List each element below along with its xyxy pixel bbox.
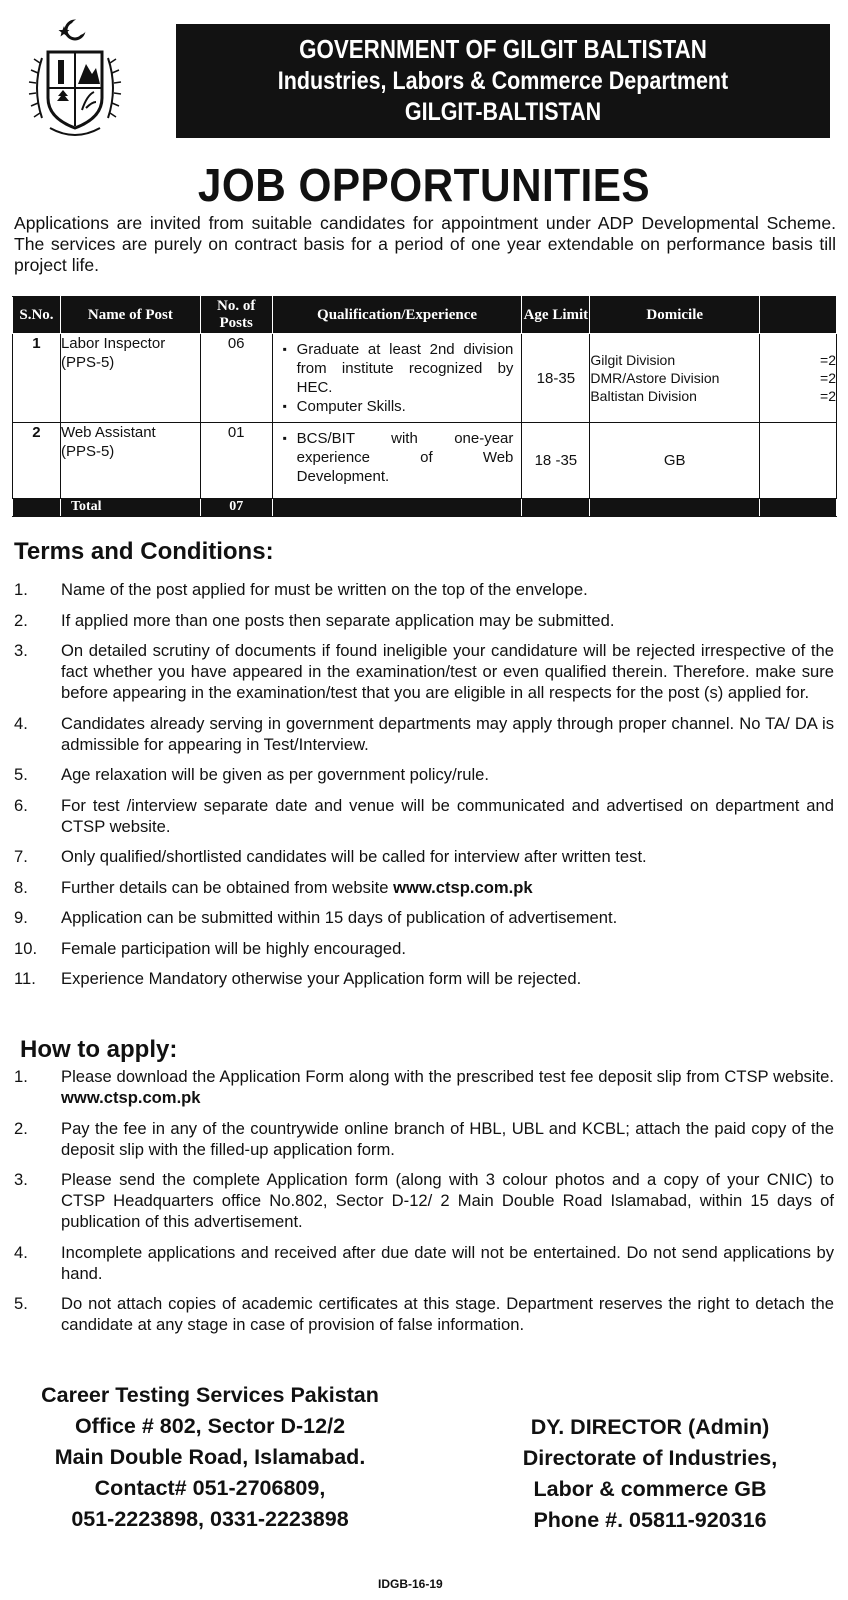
qualification-item: ▪ BCS/BIT with one-year experience of Web Development. [297, 429, 514, 486]
row-sno: 1 [13, 334, 61, 423]
header-age-limit: Age Limit [522, 297, 590, 334]
header-line-government: GOVERNMENT OF GILGIT BALTISTAN [299, 34, 707, 64]
qualification-item: ▪ Graduate at least 2nd division from institute recognized by HEC. [297, 340, 514, 397]
director-contact-block [470, 1412, 830, 1536]
item-number: 7. [14, 847, 28, 866]
footer-line: Labor & commerce GB [533, 1477, 767, 1501]
table-header-row [13, 297, 837, 334]
row-posts: 06 [200, 334, 272, 423]
government-emblem-logo [20, 18, 130, 143]
table-row [13, 334, 837, 423]
item-number: 5. [14, 1294, 28, 1313]
item-text: Name of the post applied for must be written on the top of the envelope. [61, 580, 588, 599]
intro-paragraph: Applications are invited from suitable candidates for appointment under ADP Developmental Scheme. The services are purely on contract basis for a period of one year extendable on performance basis till project life. [14, 213, 836, 275]
item-number: 2. [14, 610, 28, 630]
list-item [14, 1169, 834, 1232]
item-number: 11. [14, 969, 36, 988]
domicile-name: Baltistan Division [590, 388, 697, 404]
table-row [13, 423, 837, 499]
row-post: Web Assistant (PPS-5) [60, 423, 200, 499]
total-blank [272, 499, 522, 517]
header-post: Name of Post [60, 297, 200, 334]
item-number: 6. [14, 795, 28, 815]
row-posts: 01 [200, 423, 272, 499]
list-item [14, 846, 834, 867]
item-number: 9. [14, 908, 28, 927]
row-qualifications [272, 423, 522, 499]
list-item [14, 1242, 834, 1284]
row-post: Labor Inspector (PPS-5) [60, 334, 200, 423]
row-age: 18 -35 [522, 423, 590, 499]
row-domicile: GB [590, 423, 760, 499]
row-domicile-counts [760, 334, 837, 423]
reference-code: IDGB-16-19 [378, 1577, 443, 1591]
item-text: On detailed scrutiny of documents if found ineligible your candidature will be rejected irrespective of the fact whether you have appeared in the examination/test or even qualified therein. Therefore. make sure before appearing in the examination/test that you are eligible in all respects for the post (s) applied for. [61, 641, 834, 702]
list-item [14, 877, 834, 898]
item-number: 4. [14, 1242, 28, 1262]
item-text: Pay the fee in any of the countrywide online branch of HBL, UBL and KCBL; attach the paid copy of the deposit slip with the filled-up application form. [61, 1118, 834, 1159]
terms-title: Terms and Conditions: [14, 538, 274, 565]
total-value: 07 [200, 499, 272, 517]
item-text: Only qualified/shortlisted candidates will be called for interview after written test. [61, 847, 647, 866]
header-domicile: Domicile [590, 297, 760, 334]
page-title: JOB OPPORTUNITIES [197, 159, 651, 211]
row-blank [760, 423, 837, 499]
qualification-item: ▪ Computer Skills. [297, 397, 514, 416]
item-text: If applied more than one posts then separate application may be submitted. [61, 610, 615, 630]
ctsp-contact-block [20, 1380, 400, 1535]
item-text: Experience Mandatory otherwise your Application form will be rejected. [61, 969, 582, 988]
item-number: 1. [14, 1067, 28, 1086]
item-number: 2. [14, 1118, 28, 1138]
header-qualification: Qualification/Experience [272, 297, 522, 334]
how-to-apply-title: How to apply: [20, 1036, 178, 1063]
list-item [14, 968, 834, 989]
header-blank [760, 297, 837, 334]
list-item [14, 938, 834, 959]
list-item [14, 1066, 834, 1108]
list-item [14, 713, 834, 755]
item-number: 10. [14, 938, 38, 958]
row-sno: 2 [13, 423, 61, 499]
footer-line: Office # 802, Sector D-12/2 [74, 1414, 346, 1438]
footer-line: Phone #. 05811-920316 [533, 1508, 767, 1532]
list-item [14, 907, 834, 928]
item-text: Further details can be obtained from website [61, 877, 394, 897]
item-text: Do not attach copies of academic certificates at this stage. Department reserves the right to detach the candidate at any stage in case of provision of false information. [61, 1294, 834, 1334]
list-item [14, 764, 834, 785]
domicile-count: =2 [820, 388, 836, 404]
terms-list [14, 579, 834, 999]
domicile-count: =2 [820, 370, 836, 386]
list-item [14, 610, 834, 631]
list-item [14, 640, 834, 703]
item-text: Please download the Application Form along with the prescribed test fee deposit slip from CTSP website. [61, 1067, 834, 1086]
table-total-row [13, 499, 837, 517]
row-qualifications [272, 334, 522, 423]
domicile-count: =2 [820, 352, 836, 368]
website-link[interactable]: www.ctsp.com.pk [61, 1088, 201, 1107]
total-label: Total [60, 499, 200, 517]
item-text: Female participation will be highly encouraged. [61, 938, 406, 958]
header-line-region: GILGIT-BALTISTAN [404, 98, 602, 126]
total-blank [13, 499, 61, 517]
footer-line: Main Double Road, Islamabad. [54, 1445, 366, 1469]
footer-line: Career Testing Services Pakistan [41, 1383, 379, 1407]
department-header [176, 24, 830, 138]
item-number: 4. [14, 713, 28, 733]
item-text: Candidates already serving in government departments may apply through proper channel. No TA/ DA is admissible for appearing in Test/Interview. [61, 713, 834, 754]
footer-line: DY. DIRECTOR (Admin) [530, 1415, 770, 1439]
item-text: For test /interview separate date and venue will be communicated and advertised on department and CTSP website. [61, 795, 834, 836]
item-number: 1. [14, 580, 28, 599]
jobs-table [12, 296, 837, 517]
header-sno: S.No. [13, 297, 61, 334]
footer-line: Contact# 051-2706809, [94, 1476, 326, 1500]
row-age: 18-35 [522, 334, 590, 423]
domicile-name: DMR/Astore Division [590, 370, 720, 386]
header-no-of-posts: No. of Posts [200, 297, 272, 334]
item-number: 3. [14, 641, 28, 660]
row-domicile [590, 334, 760, 423]
item-text: Please send the complete Application form (along with 3 colour photos and a copy of your CNIC) to CTSP Headquarters office No.802, Sector D-12/ 2 Main Double Road Islamabad, within 15 days of publication of this advertisement. [61, 1170, 834, 1231]
item-text: Incomplete applications and received after due date will not be entertained. Do not send applications by hand. [61, 1242, 834, 1283]
item-number: 8. [14, 877, 28, 897]
item-text: Application can be submitted within 15 days of publication of advertisement. [61, 908, 618, 927]
list-item [14, 1118, 834, 1160]
list-item [14, 1293, 834, 1335]
footer-line: 051-2223898, 0331-2223898 [71, 1507, 349, 1531]
domicile-name: Gilgit Division [590, 352, 676, 368]
header-line-department: Industries, Labors & Commerce Department [277, 67, 729, 95]
item-number: 5. [14, 765, 28, 784]
total-blank [760, 499, 837, 517]
footer-line: Directorate of Industries, [522, 1446, 778, 1470]
total-blank [590, 499, 760, 517]
website-link[interactable]: www.ctsp.com.pk [393, 877, 533, 897]
list-item [14, 795, 834, 837]
total-blank [522, 499, 590, 517]
item-text: Age relaxation will be given as per government policy/rule. [61, 765, 489, 784]
list-item [14, 579, 834, 600]
item-number: 3. [14, 1170, 28, 1189]
apply-list [14, 1066, 834, 1345]
